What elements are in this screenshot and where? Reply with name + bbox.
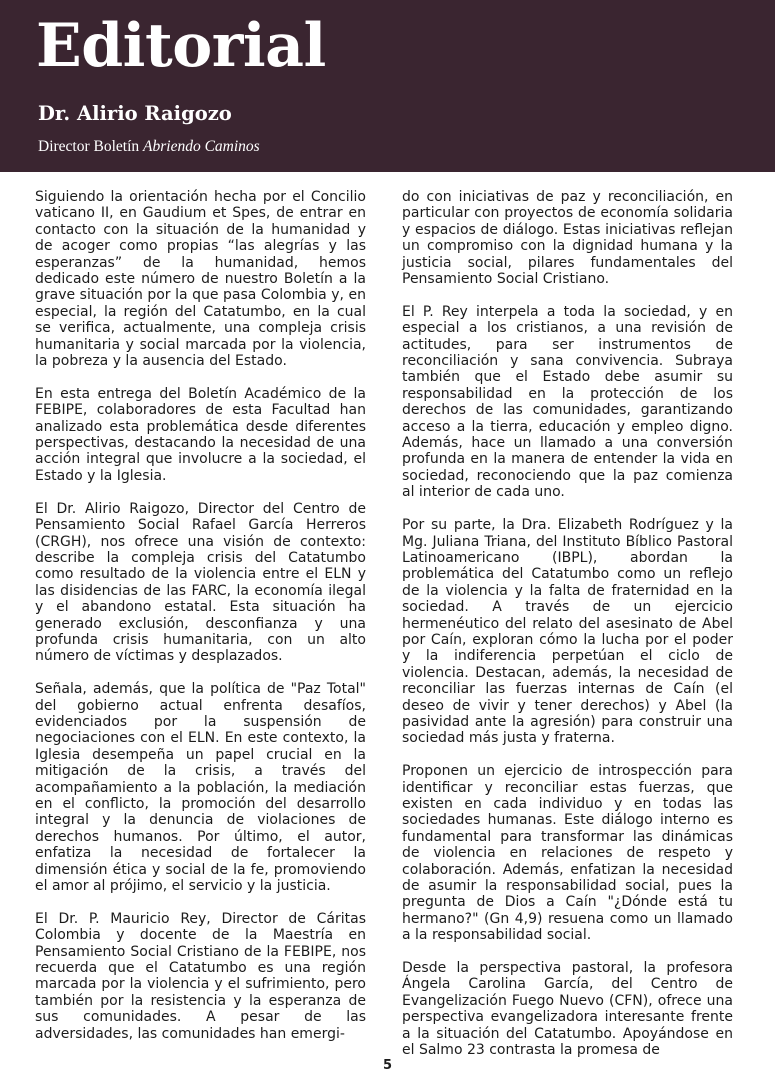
header-banner	[0, 0, 775, 172]
author-role	[38, 137, 260, 157]
paragraph: Siguiendo la orientación hecha por el Concilio vaticano II, en Gaudium et Spes, de entrar en contacto con la situación de la humanidad y de acoger como propias “las alegrías y las esperanzas” de la humanidad, hemos dedicado este número de nuestro Boletín a la grave situación por la que pasa Colombia y, en especial, la región del Catatumbo, en la cual se verifica, actualmente, una compleja crisis humanitaria y social marcada por la violencia, la pobreza y la ausencia del Estado.	[35, 189, 366, 370]
right-column	[402, 189, 733, 1058]
author-name: Dr. Alirio Raigozo	[38, 102, 232, 125]
role-prefix: Director Boletín	[38, 138, 140, 155]
paragraph: El Dr. P. Mauricio Rey, Director de Cáritas Colombia y docente de la Maestría en Pensamiento Social Cristiano de la FEBIPE, nos recuerda que el Catatumbo es una región marcada por la violencia y el sufrimiento, pero también por la resistencia y la esperanza de sus comunidades. A pesar de las adversidades, las comunidades han emergi-	[35, 910, 366, 1042]
paragraph: El Dr. Alirio Raigozo, Director del Centro de Pensamiento Social Rafael García Herreros (CRGH), nos ofrece una visión de contexto: describe la compleja crisis del Catatumbo como resultado de la violencia entre el ELN y las disidencias de las FARC, la economía ilegal y el abandono estatal. Esta situación ha generado exclusión, desconfianza y una profunda crisis humanitaria, con un alto número de víctimas y desplazados.	[35, 500, 366, 665]
left-column	[35, 189, 366, 1042]
page-title: Editorial	[36, 11, 326, 81]
paragraph: El P. Rey interpela a toda la sociedad, y en especial a los cristianos, a una revisión de actitudes, para ser instrumentos de reconciliación y sana convivencia. Subraya también que el Estado debe asumir su responsabilidad en la protección de los derechos de las comunidades, garantizando acceso a la tierra, educación y empleo digno. Además, hace un llamado a una conversión profunda en la manera de entender la vida en sociedad, reconociendo que la paz comienza al interior de cada uno.	[402, 303, 733, 501]
paragraph: Señala, además, que la política de "Paz Total" del gobierno actual enfrenta desafíos, evidenciados por la suspensión de negociaciones con el ELN. En este contexto, la Iglesia desempeña un papel crucial en la mitigación de la crisis, a través del acompañamiento a la población, la mediación en el conflicto, la promoción del desarrollo integral y la denuncia de violaciones de derechos humanos. Por último, el autor, enfatiza la necesidad de fortalecer la dimensión ética y social de la fe, promoviendo el amor al prójimo, el servicio y la justicia.	[35, 681, 366, 895]
paragraph: Proponen un ejercicio de introspección para identificar y reconciliar estas fuerzas, que existen en cada individuo y en todas las sociedades humanas. Este diálogo interno es fundamental para transformar las dinámicas de violencia en relaciones de respeto y colaboración. Además, enfatizan la necesidad de asumir la responsabilidad social, pues la pregunta de Dios a Caín "¿Dónde está tu hermano?" (Gn 4,9) resuena como un llamado a la responsabilidad social.	[402, 763, 733, 944]
paragraph: Por su parte, la Dra. Elizabeth Rodríguez y la Mg. Juliana Triana, del Instituto Bíblico Pastoral Latinoamericano (IBPL), abordan la problemática del Catatumbo como un reflejo de la violencia y la falta de fraternidad en la sociedad. A través de un ejercicio hermenéutico del relato del asesinato de Abel por Caín, exploran cómo la lucha por el poder y la indiferencia perpetúan el ciclo de violencia. Destacan, además, la necesidad de reconciliar las fuerzas internas de Caín (el deseo de vivir y tener derechos) y Abel (la pasividad ante la agresión) para construir una sociedad más justa y fraterna.	[402, 517, 733, 747]
paragraph: Desde la perspectiva pastoral, la profesora Ángela Carolina García, del Centro de Evangelización Fuego Nuevo (CFN), ofrece una perspectiva evangelizadora interesante frente a la situación del Catatumbo. Apoyándose en el Salmo 23 contrasta la promesa de	[402, 960, 733, 1059]
page-number: 5	[382, 1058, 393, 1073]
paragraph: do con iniciativas de paz y reconciliación, en particular con proyectos de economía solidaria y espacios de diálogo. Estas iniciativas reflejan un compromiso con la dignidad humana y la justicia social, pilares fundamentales del Pensamiento Social Cristiano.	[402, 189, 733, 288]
publication-name: Abriendo Caminos	[143, 138, 260, 155]
paragraph: En esta entrega del Boletín Académico de la FEBIPE, colaboradores de esta Facultad han analizado esta problemática desde diferentes perspectivas, destacando la necesidad de una acción integral que involucre a la sociedad, el Estado y la Iglesia.	[35, 385, 366, 484]
